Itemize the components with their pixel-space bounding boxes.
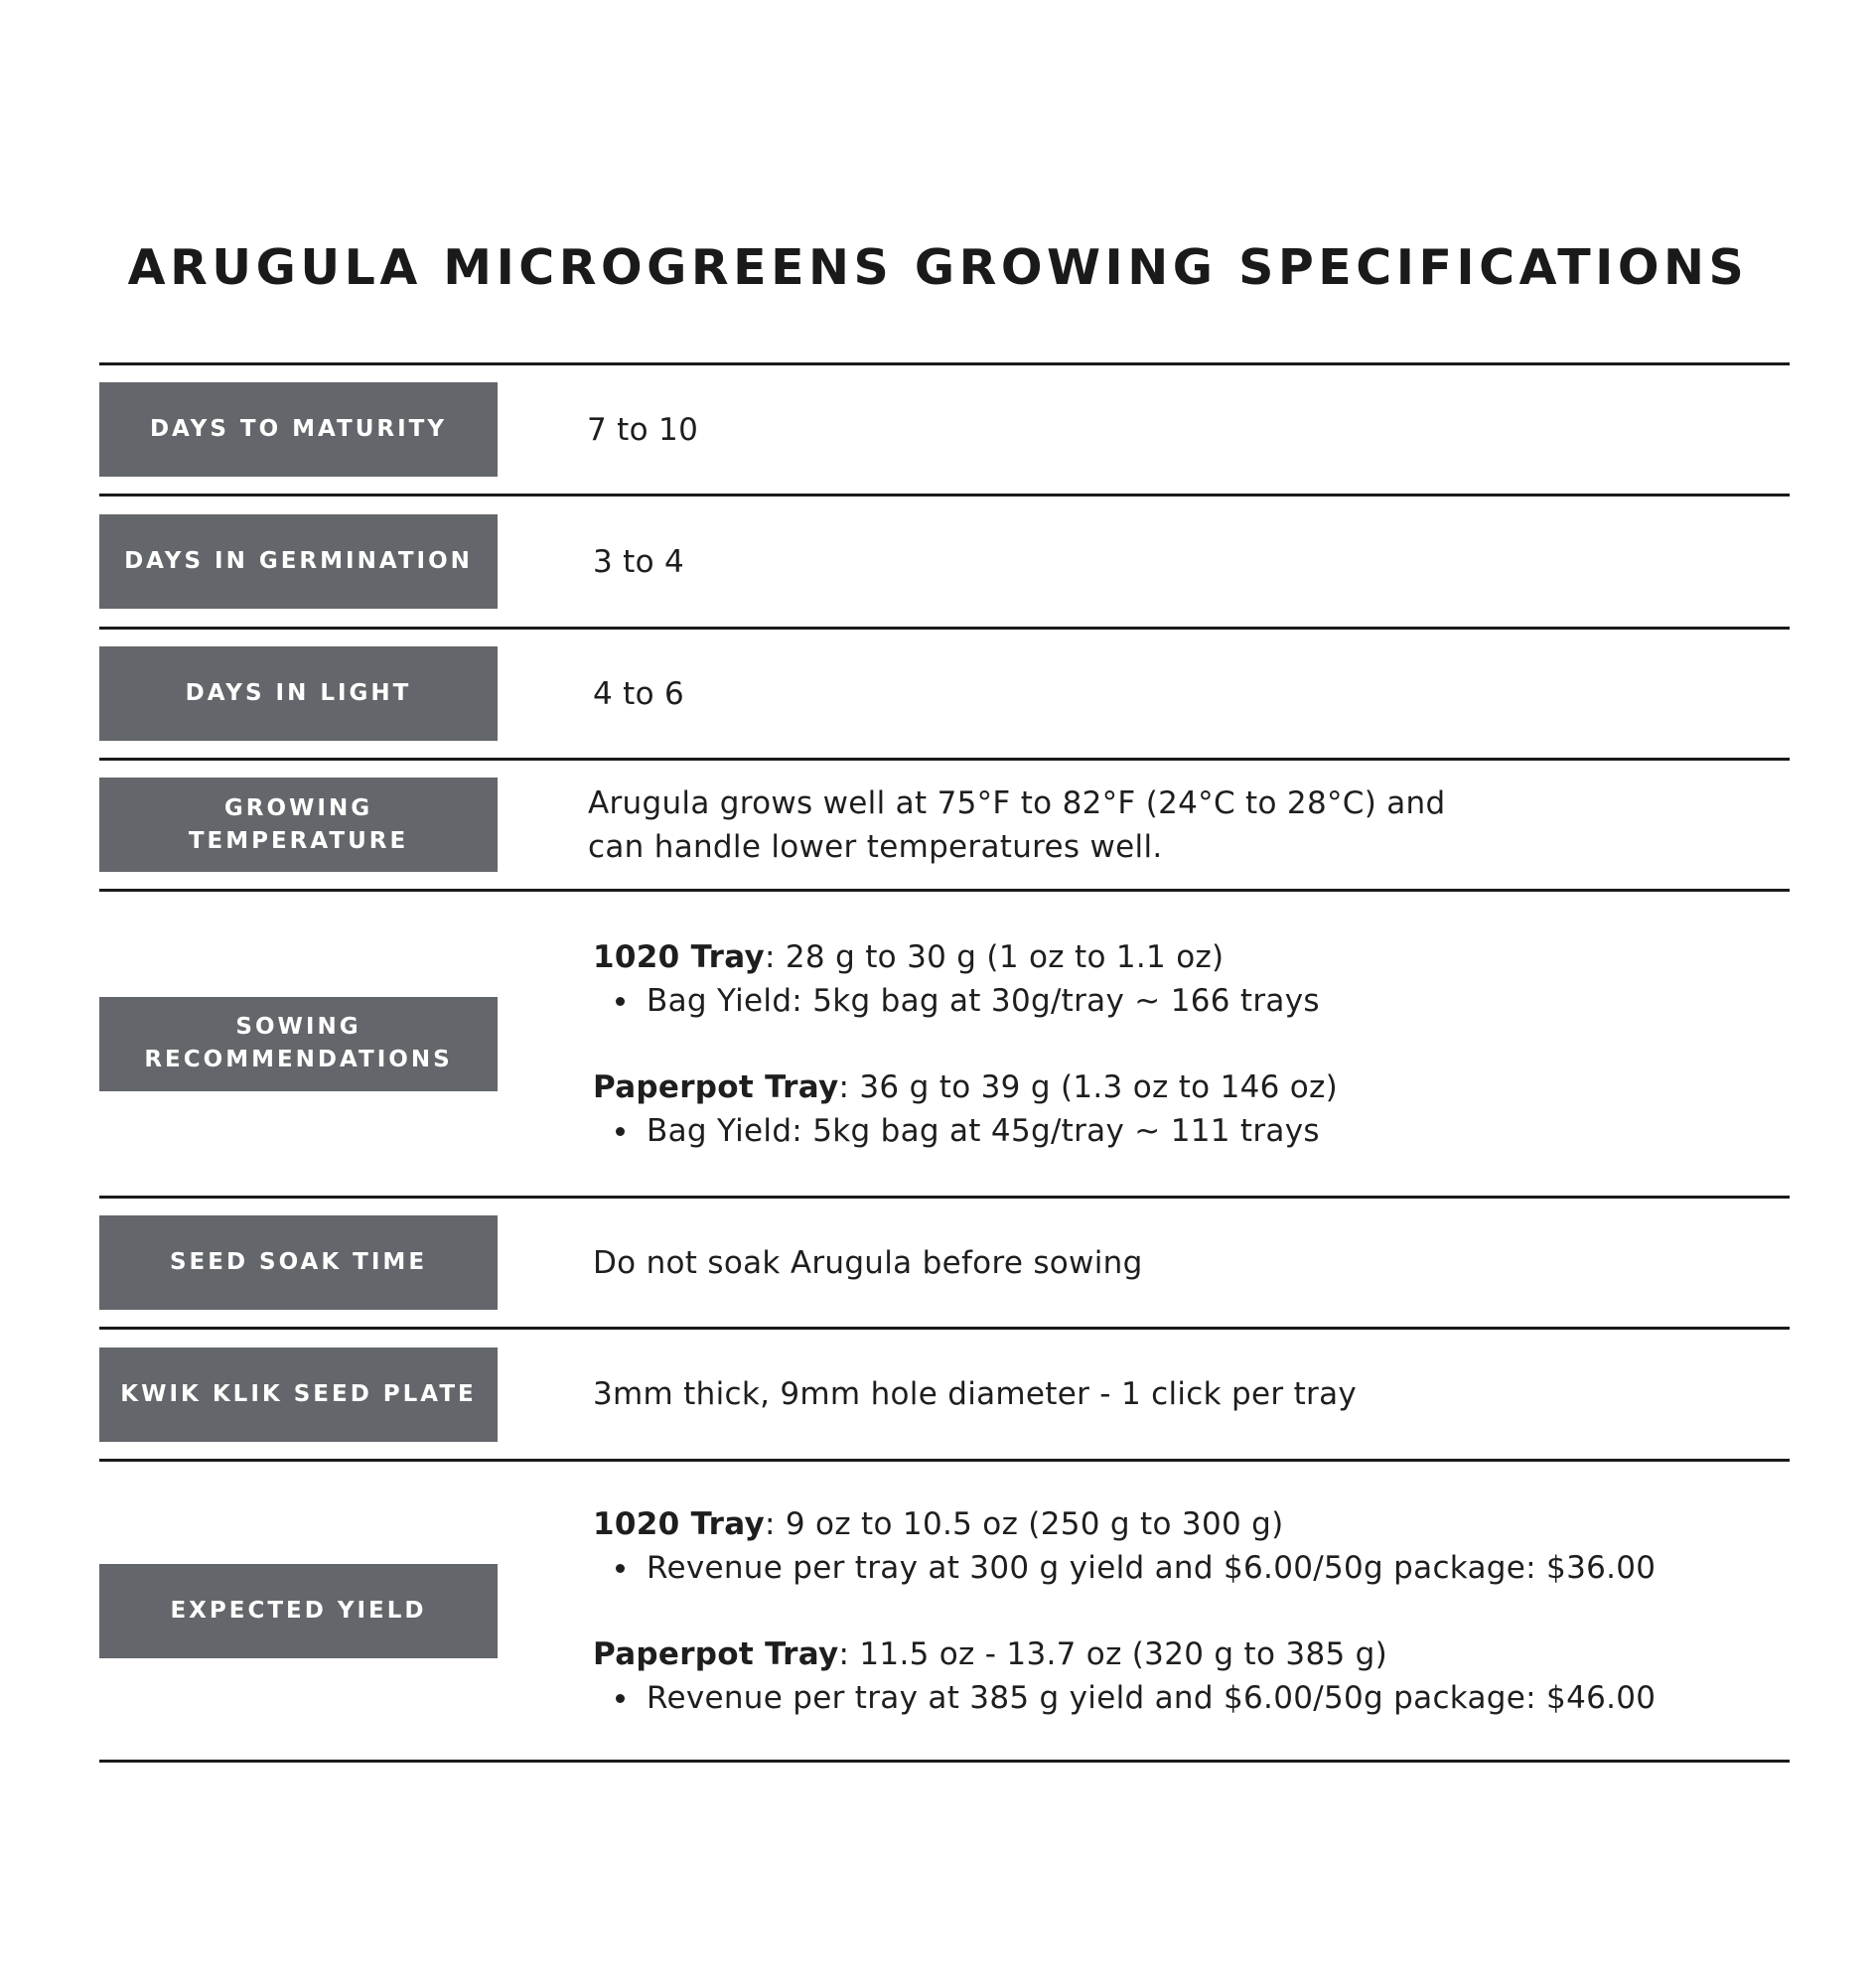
yield-paperpot-tray	[593, 1632, 1656, 1676]
spacer	[593, 1590, 1656, 1632]
list-item: Revenue per tray at 385 g yield and $6.00/50g package: $46.00	[593, 1676, 1656, 1720]
spec-row-seed-soak-time	[99, 1199, 1790, 1327]
yield-1020-tray	[593, 1502, 1656, 1546]
spec-row-kwik-klik-seed-plate	[99, 1330, 1790, 1459]
value-growing-temperature	[588, 781, 1445, 869]
label-growing-temperature: GROWING TEMPERATURE	[99, 778, 498, 872]
sowing-1020-tray-value: : 28 g to 30 g (1 oz to 1.1 oz)	[764, 938, 1225, 975]
spec-row-days-in-light	[99, 630, 1790, 758]
spec-table	[99, 362, 1790, 1763]
spec-row-expected-yield	[99, 1462, 1790, 1760]
yield-paperpot-tray-list	[593, 1676, 1656, 1720]
value-expected-yield	[593, 1502, 1656, 1720]
spec-row-sowing-recommendations	[99, 892, 1790, 1196]
temperature-line-1: Arugula grows well at 75°F to 82°F (24°C to 28°C) and	[588, 784, 1446, 821]
temperature-line-2: can handle lower temperatures well.	[588, 828, 1163, 865]
sowing-1020-tray-name: 1020 Tray	[593, 938, 765, 975]
list-item: Bag Yield: 5kg bag at 30g/tray ~ 166 trays	[593, 979, 1338, 1023]
label-sowing-line-1: SOWING	[235, 1014, 361, 1040]
label-days-to-maturity: DAYS TO MATURITY	[99, 382, 498, 477]
sowing-paperpot-tray-list	[593, 1109, 1338, 1153]
label-sowing-line-2: RECOMMENDATIONS	[144, 1047, 453, 1072]
yield-paperpot-tray-name: Paperpot Tray	[593, 1635, 839, 1672]
sowing-paperpot-tray-name: Paperpot Tray	[593, 1068, 839, 1105]
list-item: Revenue per tray at 300 g yield and $6.00/50g package: $36.00	[593, 1546, 1656, 1590]
row-divider	[99, 1760, 1790, 1763]
value-sowing-recommendations	[593, 935, 1338, 1153]
label-days-in-germination: DAYS IN GERMINATION	[99, 514, 498, 609]
value-days-in-germination: 3 to 4	[593, 543, 685, 580]
sowing-1020-tray-list	[593, 979, 1338, 1023]
value-seed-soak-time: Do not soak Arugula before sowing	[593, 1244, 1143, 1281]
spacer	[593, 1023, 1338, 1065]
value-kwik-klik-seed-plate: 3mm thick, 9mm hole diameter - 1 click per tray	[593, 1376, 1358, 1412]
yield-paperpot-tray-value: : 11.5 oz - 13.7 oz (320 g to 385 g)	[838, 1635, 1388, 1672]
yield-1020-tray-name: 1020 Tray	[593, 1505, 765, 1542]
label-days-in-light: DAYS IN LIGHT	[99, 646, 498, 741]
sowing-paperpot-tray	[593, 1065, 1338, 1109]
sowing-paperpot-tray-value: : 36 g to 39 g (1.3 oz to 146 oz)	[838, 1068, 1339, 1105]
label-sowing-recommendations	[99, 997, 498, 1091]
label-expected-yield: EXPECTED YIELD	[99, 1564, 498, 1658]
yield-1020-tray-list	[593, 1546, 1656, 1590]
page-title: ARUGULA MICROGREENS GROWING SPECIFICATIONS	[127, 239, 1749, 296]
yield-1020-tray-value: : 9 oz to 10.5 oz (250 g to 300 g)	[764, 1505, 1284, 1542]
label-kwik-klik-seed-plate: KWIK KLIK SEED PLATE	[99, 1348, 498, 1442]
list-item: Bag Yield: 5kg bag at 45g/tray ~ 111 trays	[593, 1109, 1338, 1153]
value-days-to-maturity: 7 to 10	[587, 411, 699, 448]
label-seed-soak-time: SEED SOAK TIME	[99, 1215, 498, 1310]
sowing-1020-tray	[593, 935, 1338, 979]
spec-row-days-in-germination	[99, 496, 1790, 627]
spec-row-days-to-maturity	[99, 365, 1790, 494]
value-days-in-light: 4 to 6	[593, 675, 685, 712]
spec-row-growing-temperature	[99, 761, 1790, 889]
